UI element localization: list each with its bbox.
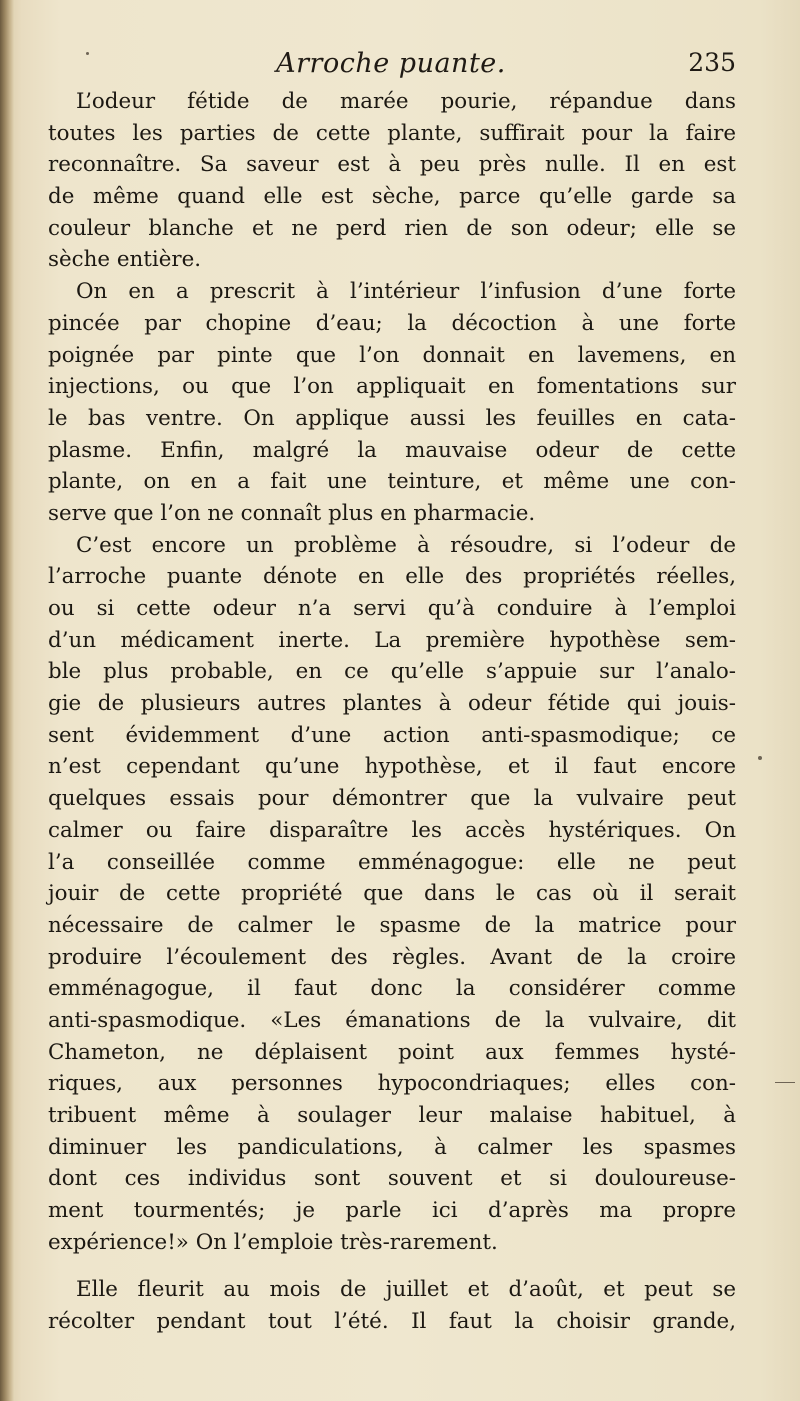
text-line: poignée par pinte que l’on donnait en lavemens, en (48, 342, 736, 368)
text-line: anti-spasmodique. «Les émanations de la vulvaire, dit (48, 1007, 736, 1033)
text-line: dont ces individus sont souvent et si douloureuse- (48, 1166, 736, 1192)
body-text (48, 86, 736, 1338)
text-line: On en a prescrit à l’intérieur l’infusion d’une forte (76, 279, 736, 305)
text-line: riques, aux personnes hypocondriaques; elles con- (48, 1071, 736, 1097)
text-line: Elle fleurit au mois de juillet et d’août, et peut se (76, 1277, 736, 1303)
text-line: ble plus probable, en ce qu’elle s’appuie sur l’analo- (48, 659, 736, 685)
text-line: tribuent même à soulager leur malaise habituel, à (48, 1103, 736, 1128)
text-line: ou si cette odeur n’a servi qu’à conduire à l’emploi (48, 596, 736, 621)
text-line: calmer ou faire disparaître les accès hystériques. On (48, 817, 736, 843)
text-line: de même quand elle est sèche, parce qu’elle garde sa (48, 184, 736, 210)
text-line: d’un médicament inerte. La première hypothèse sem- (48, 627, 736, 653)
text-line: quelques essais pour démontrer que la vulvaire peut (48, 786, 736, 812)
page-header (46, 48, 736, 88)
text-line: plasme. Enfin, malgré la mauvaise odeur de cette (48, 437, 736, 463)
paragraph-3 (48, 530, 736, 1259)
text-line: ment tourmentés; je parle ici d’après ma propre (48, 1198, 736, 1224)
text-line: diminuer les pandiculations, à calmer les spasmes (48, 1134, 736, 1160)
text-line: sent évidemment d’une action anti-spasmodique; ce (48, 722, 736, 748)
text-line: emménagogue, il faut donc la considérer comme (48, 976, 736, 1002)
paragraph-4 (48, 1274, 736, 1337)
text-line: C’est encore un problème à résoudre, si l’odeur de (76, 532, 736, 558)
text-line: jouir de cette propriété que dans le cas où il serait (48, 881, 736, 907)
text-line: couleur blanche et ne perd rien de son odeur; elle se (48, 215, 736, 241)
ink-speck (758, 756, 762, 760)
paragraph-gap (48, 1258, 736, 1274)
paragraph-2 (48, 276, 736, 530)
text-line: serve que l’on ne connaît plus en pharmacie. (48, 500, 536, 526)
text-line: pincée par chopine d’eau; la décoction à une forte (48, 310, 736, 336)
text-line: n’est cependant qu’une hypothèse, et il faut encore (48, 754, 736, 780)
text-line: nécessaire de calmer le spasme de la matrice pour (48, 912, 736, 938)
page-binding-edge (0, 0, 14, 1401)
text-line: gie de plusieurs autres plantes à odeur fétide qui jouis- (48, 691, 736, 717)
text-line: l’a conseillée comme emménagogue: elle ne peut (48, 849, 736, 875)
page-number: 235 (688, 48, 736, 77)
running-title: Arroche puante. (276, 48, 506, 79)
ink-speck (775, 1082, 795, 1083)
text-line: le bas ventre. On applique aussi les feuilles en cata- (48, 405, 736, 431)
text-line: l’arroche puante dénote en elle des propriétés réelles, (48, 564, 736, 590)
text-line: toutes les parties de cette plante, suffirait pour la faire (48, 120, 736, 146)
text-line: sèche entière. (48, 247, 202, 273)
text-line: produire l’écoulement des règles. Avant de la croire (48, 944, 736, 970)
paragraph-1 (48, 86, 736, 276)
ink-speck (86, 52, 89, 55)
text-line: expérience!» On l’emploie très-rarement. (48, 1229, 498, 1255)
text-line: reconnaître. Sa saveur est à peu près nulle. Il en est (48, 152, 736, 178)
text-line: L’odeur fétide de marée pourie, répandue dans (76, 89, 736, 114)
text-line: plante, on en a fait une teinture, et même une con- (48, 469, 736, 495)
text-line: Chameton, ne déplaisent point aux femmes hysté- (48, 1039, 736, 1065)
text-line: récolter pendant tout l’été. Il faut la choisir grande, (48, 1309, 736, 1335)
text-line: injections, ou que l’on appliquait en fomentations sur (48, 374, 736, 400)
